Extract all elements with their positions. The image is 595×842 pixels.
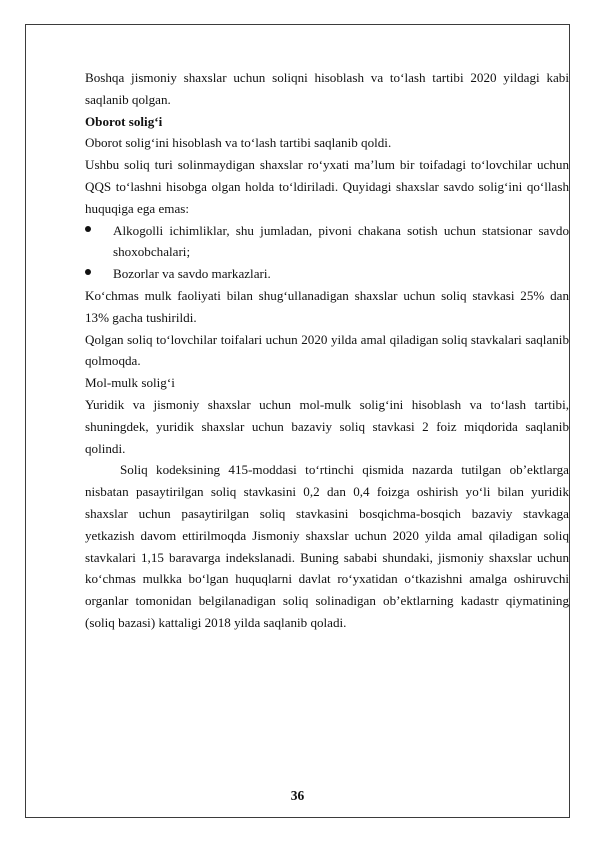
document-body (85, 67, 569, 634)
bullet-icon (85, 226, 91, 232)
bullet-item-bozorlar (85, 263, 569, 285)
paragraph-soliq-kodeksi: Soliq kodeksining 415-moddasi to‘rtinchi qismida nazarda tutilgan ob’ektlarga nisbatan pasaytirilgan soliq stavkasini 0,2 dan 0,4 foizga oshirish yo‘li bilan yuridik shaxslar uchun pasaytirilgan soliq stavkasini bosqichma-bosqich bazaviy stavkaga yetkazish davom ettirilmoqda Jismoniy shaxslar uchun 2020 yilda amal qiladigan soliq stavkalari 1,15 baravarga indekslanadi. Buning sababi shundaki, jismoniy shaxslar uchun ko‘chmas mulkka bo‘lgan huquqlarni davlat ro‘yxatidan o‘tkazishni amalga oshiruvchi organlar tomonidan belgilanadigan soliq solinadigan ob’ektlarning kadastr qiymatining (soliq bazasi) kattaligi 2018 yilda saqlanib qoladi. (85, 462, 569, 630)
paragraph-qolgan-toifalar: Qolgan soliq to‘lovchilar toifalari uchun 2020 yilda amal qiladigan soliq stavkalari saqlanib qolmoqda. (85, 331, 569, 369)
bullet-item-alkogol (85, 220, 569, 264)
paragraph-qqs: Ushbu soliq turi solinmaydigan shaxslar ro‘yxati ma’lum bir toifadagi to‘lovchilar uchun QQS to‘lashni hisobga olgan holda to‘ldiriladi. Quyidagi shaxslar savdo solig‘ini qo‘llash huquqiga ega emas: (85, 157, 569, 216)
bullet-text: Alkogolli ichimliklar, shu jumladan, pivoni chakana sotish uchun statsionar savdo shoxobchalari; (113, 222, 569, 260)
heading-mol-mulk-soligi: Mol-mulk solig‘i (85, 375, 175, 391)
bullet-text: Bozorlar va savdo markazlari. (113, 266, 271, 282)
heading-oborot-soligi: Oborot solig‘i (85, 113, 163, 129)
paragraph-mol-mulk: Yuridik va jismoniy shaxslar uchun mol-mulk solig‘ini hisoblash va to‘lash tartibi, shuningdek, yuridik shaxslar uchun bazaviy soliq stavkasi 2 foiz miqdorida saqlanib qolindi. (85, 396, 569, 456)
paragraph-oborot: Oborot solig‘ini hisoblash va to‘lash tartibi saqlanib qoldi. (85, 135, 392, 151)
paragraph-intro: Boshqa jismoniy shaxslar uchun soliqni hisoblash va to‘lash tartibi 2020 yildagi kabi saqlanib qolgan. (85, 70, 569, 107)
paragraph-kochmas-mulk: Ko‘chmas mulk faoliyati bilan shug‘ullanadigan shaxslar uchun soliq stavkasi 25% dan 13% gacha tushirildi. (85, 287, 569, 325)
bullet-icon (85, 269, 91, 275)
page-number: 36 (290, 788, 305, 803)
